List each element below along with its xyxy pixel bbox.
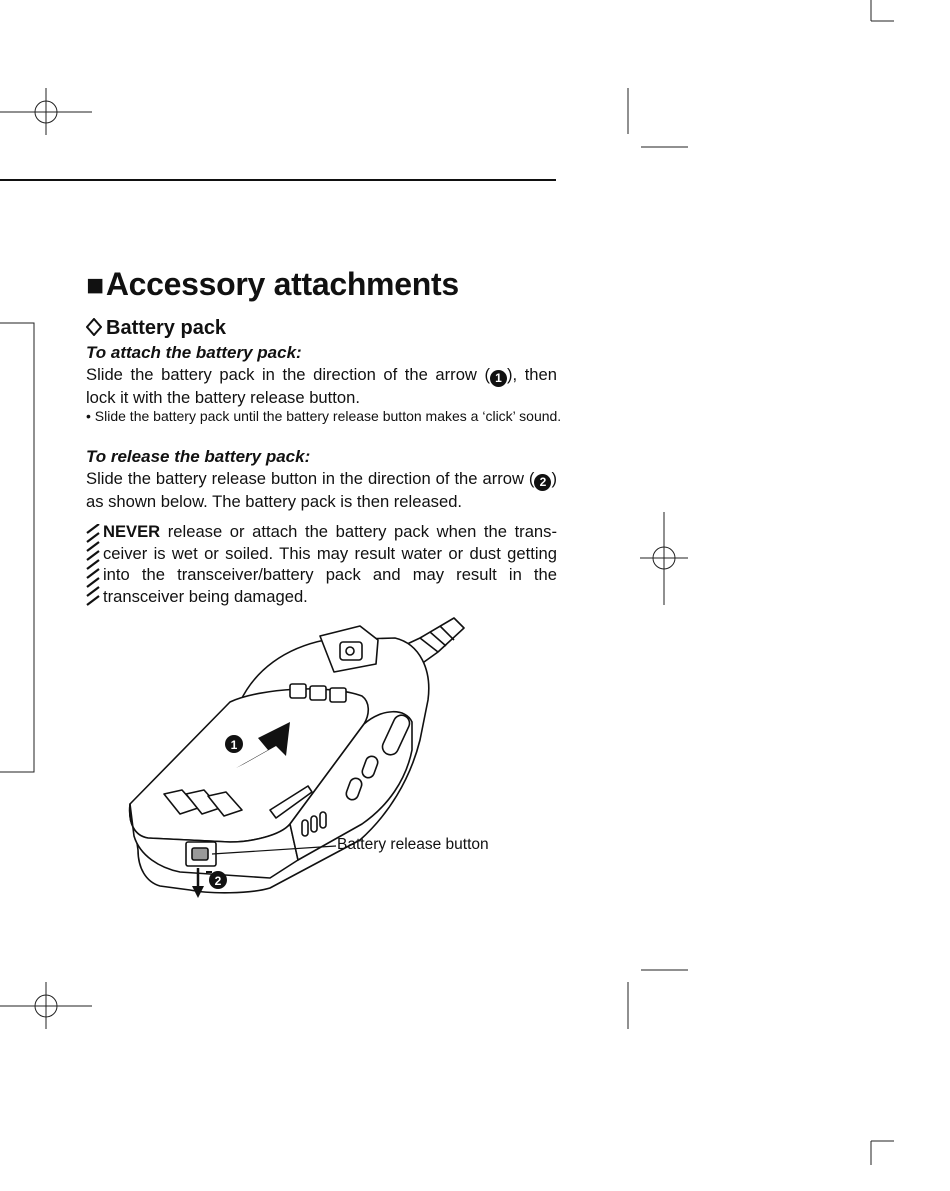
callout-1: 1 — [230, 738, 238, 752]
section-title: Accessory attachments — [105, 266, 459, 302]
square-bullet-icon: ■ — [86, 269, 104, 302]
release-heading: To release the battery pack: — [86, 447, 311, 466]
subsection-title: Battery pack — [106, 317, 227, 339]
circled-number-1: 1 — [490, 370, 507, 387]
figure-label: Battery release button — [337, 836, 489, 853]
caution-paragraph: NEVER release or attach the battery pack when the transceiver is wet or soiled. This may result water or dust getting into the transceiver/battery pack and may result in the transceiver being damaged. — [103, 522, 557, 606]
subsection-heading — [86, 317, 226, 340]
attach-bullet: • Slide the battery pack until the battery release button makes a ‘click’ sound. — [86, 408, 562, 424]
attach-heading: To attach the battery pack: — [86, 343, 302, 362]
release-paragraph: Slide the battery release button in the direction of the arrow ( 2 ) as shown below. The battery pack is then released. — [86, 469, 557, 511]
callout-2: 2 — [214, 874, 222, 888]
page-title — [86, 266, 459, 303]
transceiver-illustration — [120, 610, 480, 900]
circled-number-2: 2 — [534, 474, 551, 491]
diamond-icon — [86, 318, 102, 336]
caution-lead: NEVER — [103, 522, 161, 541]
attach-paragraph: Slide the battery pack in the direction of the arrow ( 1 ), then lock it with the battery release button. — [86, 365, 557, 407]
caution-hatch-icon — [86, 524, 100, 606]
